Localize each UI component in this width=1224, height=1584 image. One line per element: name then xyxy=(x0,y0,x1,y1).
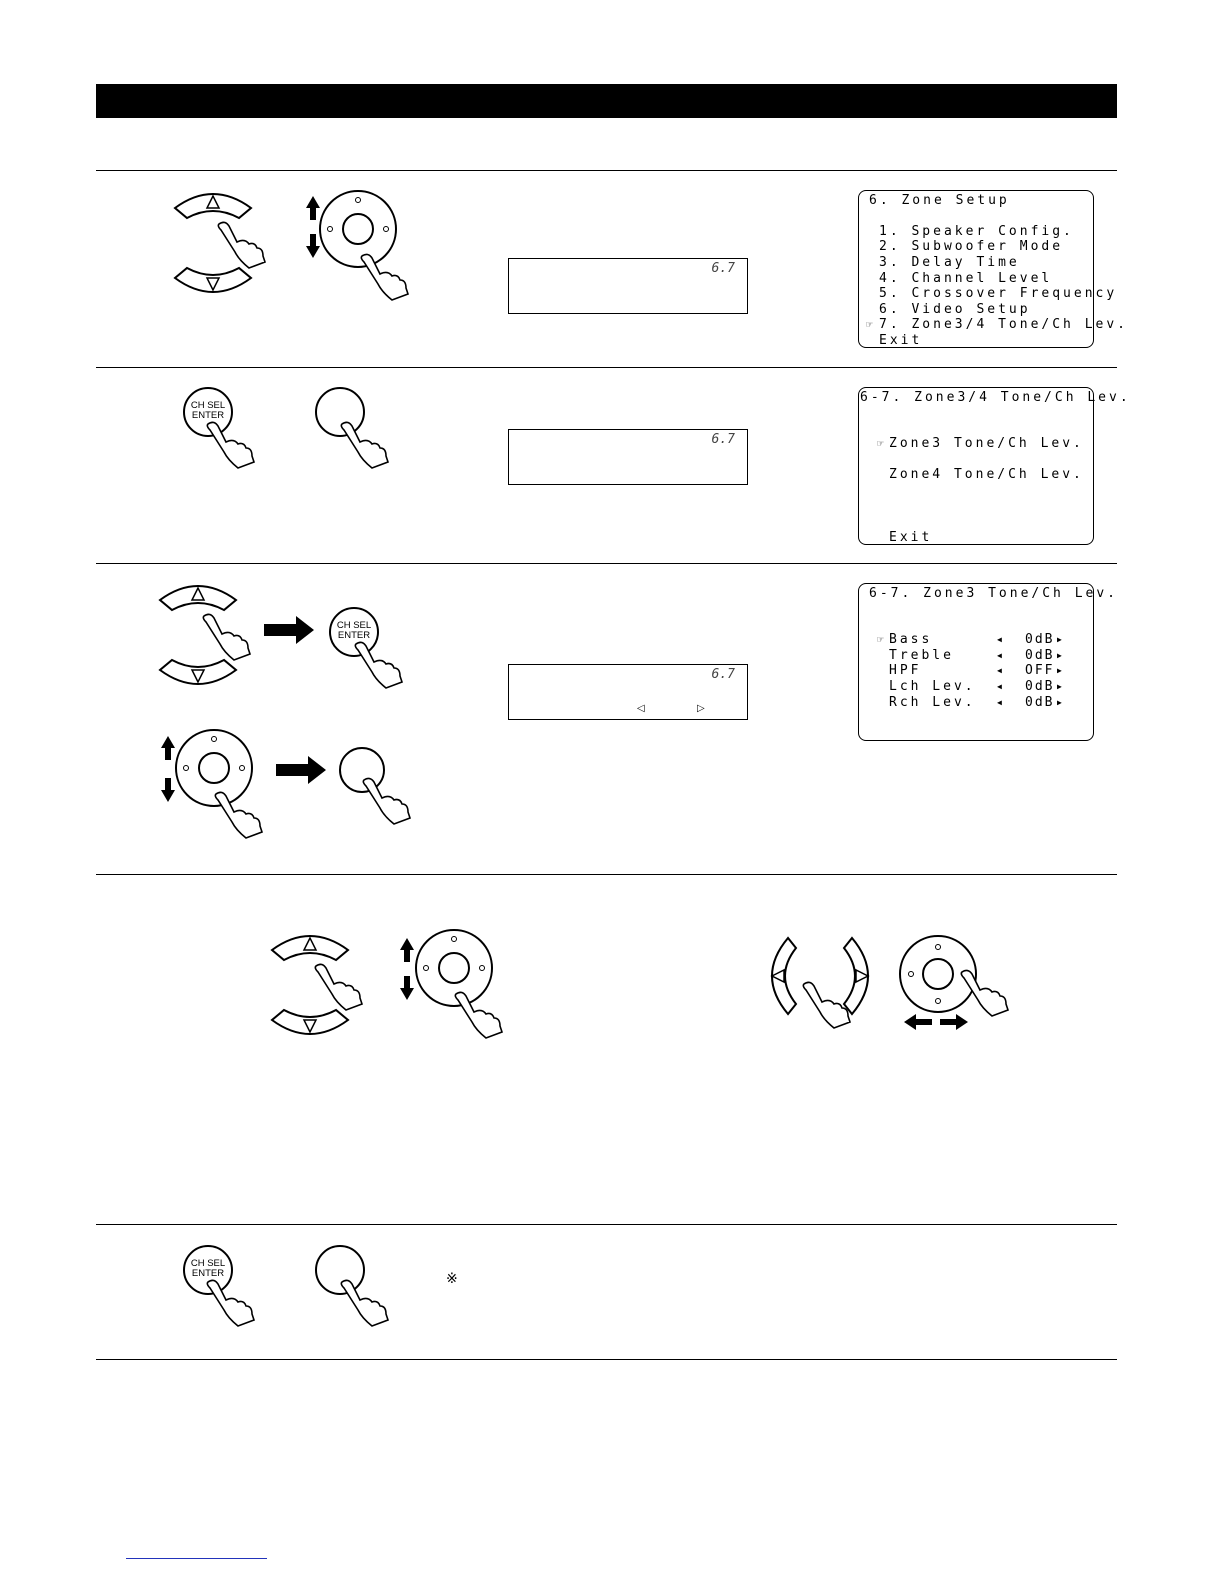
value-right-arrow-icon: ▶ xyxy=(1057,651,1062,660)
menu-item[interactable]: 4. Channel Level xyxy=(879,271,1053,286)
pointing-hand-icon xyxy=(215,792,262,838)
up-down-arrow-icon xyxy=(306,196,320,258)
jog-dial-left-right-figure xyxy=(896,934,1016,1034)
value-right-arrow-icon: ▶ xyxy=(1057,682,1062,691)
step-divider xyxy=(96,563,1117,564)
cursor-hand-icon: ☞ xyxy=(877,633,884,646)
cursor-hand-icon: ☞ xyxy=(866,318,873,331)
value-right-arrow-icon: ▶ xyxy=(1057,698,1062,707)
display-right-arrow-icon: ▷ xyxy=(697,703,705,714)
pointing-hand-icon xyxy=(341,1280,388,1326)
note-reference-mark: ※ xyxy=(446,1271,458,1287)
osd-title: 6-7. Zone3 Tone/Ch Lev. xyxy=(869,586,1119,601)
menu-item[interactable]: 3. Delay Time xyxy=(879,255,1020,270)
setting-label[interactable]: Lch Lev. xyxy=(889,679,976,694)
value-left-arrow-icon: ◀ xyxy=(997,635,1002,644)
dial-center-button[interactable] xyxy=(199,753,229,783)
pointing-hand-icon xyxy=(218,222,265,268)
menu-item[interactable]: Exit xyxy=(879,333,923,348)
enter-button[interactable] xyxy=(316,388,364,436)
left-right-arrow-icon xyxy=(904,1014,968,1030)
osd-zone3-menu xyxy=(858,583,1119,741)
setting-label[interactable]: HPF xyxy=(889,663,922,678)
pointing-hand-icon xyxy=(361,254,408,300)
pointing-hand-icon xyxy=(207,1280,254,1326)
pointing-hand-icon xyxy=(455,992,502,1038)
enter-label: ENTER xyxy=(337,630,371,641)
pointing-hand-icon xyxy=(315,964,362,1010)
osd-title: 6. Zone Setup xyxy=(869,193,1010,208)
ch-sel-enter-figure xyxy=(180,1242,260,1330)
display-code: 6.7 xyxy=(711,432,735,447)
value-left-arrow-icon: ◀ xyxy=(997,682,1002,691)
setting-value[interactable]: 0dB xyxy=(1025,632,1055,647)
enter-button[interactable] xyxy=(316,1246,364,1294)
osd-zone-setup-menu xyxy=(858,190,1129,348)
front-display xyxy=(508,664,748,720)
up-down-buttons-figure xyxy=(165,186,275,301)
pointing-hand-icon xyxy=(207,422,254,468)
display-code: 6.7 xyxy=(711,667,735,682)
step-divider xyxy=(96,170,1117,171)
step-divider xyxy=(96,1359,1117,1360)
cursor-hand-icon: ☞ xyxy=(877,437,884,450)
up-down-arrow-icon xyxy=(161,736,175,802)
setting-value[interactable]: 0dB xyxy=(1025,679,1055,694)
pointing-hand-icon xyxy=(355,642,402,688)
step-divider xyxy=(96,874,1117,875)
dial-center-button[interactable] xyxy=(923,959,953,989)
up-down-buttons-figure xyxy=(262,928,372,1043)
dial-center-button[interactable] xyxy=(439,953,469,983)
display-code: 6.7 xyxy=(711,261,735,276)
setting-label[interactable]: Rch Lev. xyxy=(889,695,976,710)
ch-sel-label: CH SEL xyxy=(190,400,226,411)
setting-label[interactable]: Treble xyxy=(889,648,954,663)
value-right-arrow-icon: ▶ xyxy=(1057,666,1062,675)
menu-item[interactable]: Exit xyxy=(889,530,933,545)
pointing-hand-icon xyxy=(203,614,250,660)
menu-item-selected[interactable]: Zone3 Tone/Ch Lev. xyxy=(889,436,1084,451)
front-display xyxy=(508,258,748,314)
arrow-right-icon xyxy=(276,756,326,784)
enter-label: ENTER xyxy=(191,410,225,421)
enter-button[interactable] xyxy=(340,748,384,792)
pointing-hand-icon xyxy=(363,778,410,824)
pointing-hand-icon xyxy=(803,982,850,1028)
arrow-right-icon xyxy=(264,616,314,644)
menu-item[interactable]: 5. Crossover Frequency xyxy=(879,286,1118,301)
value-left-arrow-icon: ◀ xyxy=(997,666,1002,675)
footer-link-underline[interactable] xyxy=(126,1558,267,1559)
menu-item[interactable]: 6. Video Setup xyxy=(879,302,1031,317)
pointing-hand-icon xyxy=(341,422,388,468)
select-and-enter-figure xyxy=(150,578,410,693)
ch-sel-enter-figure xyxy=(180,384,260,472)
osd-zone34-menu xyxy=(858,387,1131,545)
up-down-arrow-icon xyxy=(400,938,414,1000)
setting-value[interactable]: 0dB xyxy=(1025,648,1055,663)
menu-item[interactable]: Zone4 Tone/Ch Lev. xyxy=(889,467,1084,482)
menu-item[interactable]: 2. Subwoofer Mode xyxy=(879,239,1064,254)
jog-dial-figure xyxy=(392,928,504,1043)
remote-enter-figure xyxy=(312,1242,392,1330)
section-header-bar xyxy=(96,84,1117,118)
value-left-arrow-icon: ◀ xyxy=(997,698,1002,707)
setting-value[interactable]: OFF xyxy=(1025,663,1055,678)
ch-sel-label: CH SEL xyxy=(190,1258,226,1269)
enter-label: ENTER xyxy=(191,1268,225,1279)
osd-title: 6-7. Zone3/4 Tone/Ch Lev. xyxy=(860,390,1131,405)
value-left-arrow-icon: ◀ xyxy=(997,651,1002,660)
display-left-arrow-icon: ◁ xyxy=(637,703,645,714)
left-right-buttons-figure xyxy=(760,932,880,1037)
dial-and-enter-figure xyxy=(150,726,420,841)
step-divider xyxy=(96,1224,1117,1225)
step-divider xyxy=(96,367,1117,368)
remote-enter-figure xyxy=(312,384,392,472)
ch-sel-label: CH SEL xyxy=(336,620,372,631)
menu-item-selected[interactable]: 7. Zone3/4 Tone/Ch Lev. xyxy=(879,317,1129,332)
jog-dial-figure xyxy=(298,186,410,301)
value-right-arrow-icon: ▶ xyxy=(1057,635,1062,644)
setting-value[interactable]: 0dB xyxy=(1025,695,1055,710)
dial-center-button[interactable] xyxy=(343,214,373,244)
front-display xyxy=(508,429,748,485)
setting-label[interactable]: Bass xyxy=(889,632,933,647)
menu-item[interactable]: 1. Speaker Config. xyxy=(879,224,1074,239)
